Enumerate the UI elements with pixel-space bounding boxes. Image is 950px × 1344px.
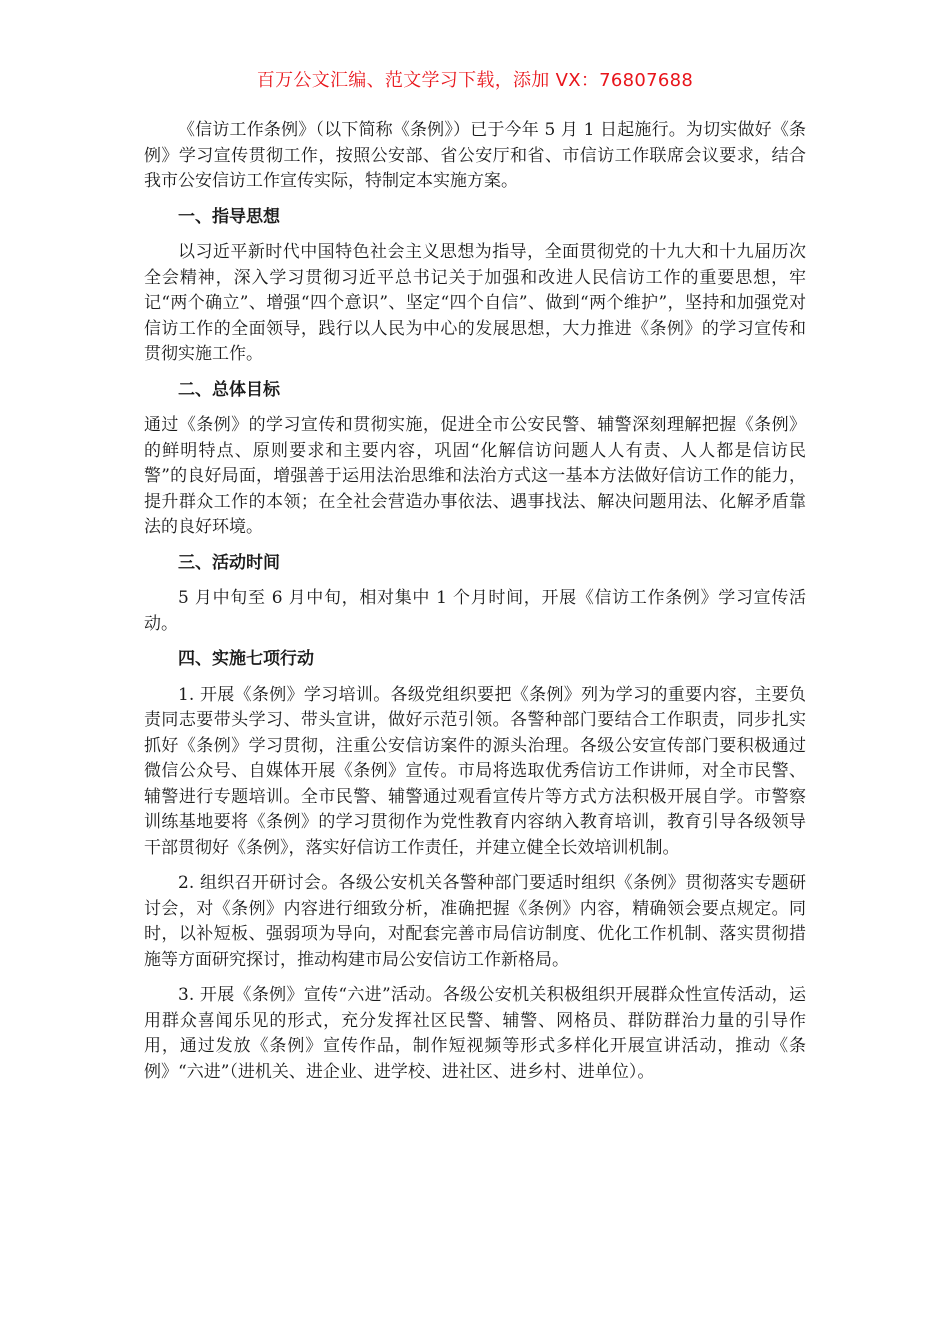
section-heading-seven-actions: 四、实施七项行动: [178, 649, 314, 669]
action-item-1: 1. 开展《条例》学习培训。各级党组织要把《条例》列为学习的重要内容，主要负责同志要带头学习、带头宣讲，做好示范引领。各警种部门要结合工作职责，同步扎实抓好《条例》学习贯彻，注重公安信访案件的源头治理。各级公安宣传部门要积极通过微信公众号、自媒体开展《条例》宣传。市局将选取优秀信访工作讲师，对全市民警、辅警进行专题培训。全市民警、辅警通过观看宣传片等方式方法积极开展自学。市警察训练基地要将《条例》的学习贯彻作为党性教育内容纳入教育培训，教育引导各级领导干部贯彻好《条例》，落实好信访工作责任，并建立健全长效培训机制。: [144, 684, 806, 858]
document-body: [144, 118, 806, 1095]
section-heading-overall-goal: 二、总体目标: [178, 379, 280, 400]
header-banner: 百万公文汇编、范文学习下载，添加 VX：76807688: [256, 70, 694, 91]
action-item-2: 2. 组织召开研讨会。各级公安机关各警种部门要适时组织《条例》贯彻落实专题研讨会，对《条例》内容进行细致分析，准确把握《条例》内容，精确领会要点规定。同时，以补短板、强弱项为导向，对配套完善市局信访制度、优化工作机制、落实贯彻措施等方面研究探讨，推动构建市局公安信访工作新格局。: [144, 873, 806, 970]
intro-paragraph: 《信访工作条例》（以下简称《条例》）已于今年 5 月 1 日起施行。为切实做好《条例》学习宣传贯彻工作，按照公安部、省公安厅和省、市信访工作联席会议要求，结合我市公安信访工作宣传实际，特制定本实施方案。: [144, 120, 806, 191]
section-heading-guiding-ideology: 一、指导思想: [178, 206, 280, 227]
action-item-3: 3. 开展《条例》宣传“六进”活动。各级公安机关积极组织开展群众性宣传活动，运用群众喜闻乐见的形式，充分发挥社区民警、辅警、网格员、群防群治力量的引导作用，通过发放《条例》宣传作品，制作短视频等形式多样化开展宣讲活动，推动《条例》“六进”（进机关、进企业、进学校、进社区、进乡村、进单位）。: [144, 985, 806, 1082]
section-text-activity-time: 5 月中旬至 6 月中旬，相对集中 1 个月时间，开展《信访工作条例》学习宣传活动。: [144, 588, 806, 634]
section-heading-activity-time: 三、活动时间: [178, 552, 280, 573]
section-text-overall-goal: 通过《条例》的学习宣传和贯彻实施，促进全市公安民警、辅警深刻理解把握《条例》的鲜明特点、原则要求和主要内容，巩固“化解信访问题人人有责、人人都是信访民警”的良好局面，增强善于运用法治思维和法治方式这一基本方法做好信访工作的能力，提升群众工作的本领；在全社会营造办事依法、遇事找法、解决问题用法、化解矛盾靠法的良好环境。: [144, 415, 806, 537]
section-text-guiding-ideology: 以习近平新时代中国特色社会主义思想为指导，全面贯彻党的十九大和十九届历次全会精神，深入学习贯彻习近平总书记关于加强和改进人民信访工作的重要思想，牢记“两个确立”、增强“四个意识”、坚定“四个自信”、做到“两个维护”，坚持和加强党对信访工作的全面领导，践行以人民为中心的发展思想，大力推进《条例》的学习宣传和贯彻实施工作。: [144, 242, 806, 364]
